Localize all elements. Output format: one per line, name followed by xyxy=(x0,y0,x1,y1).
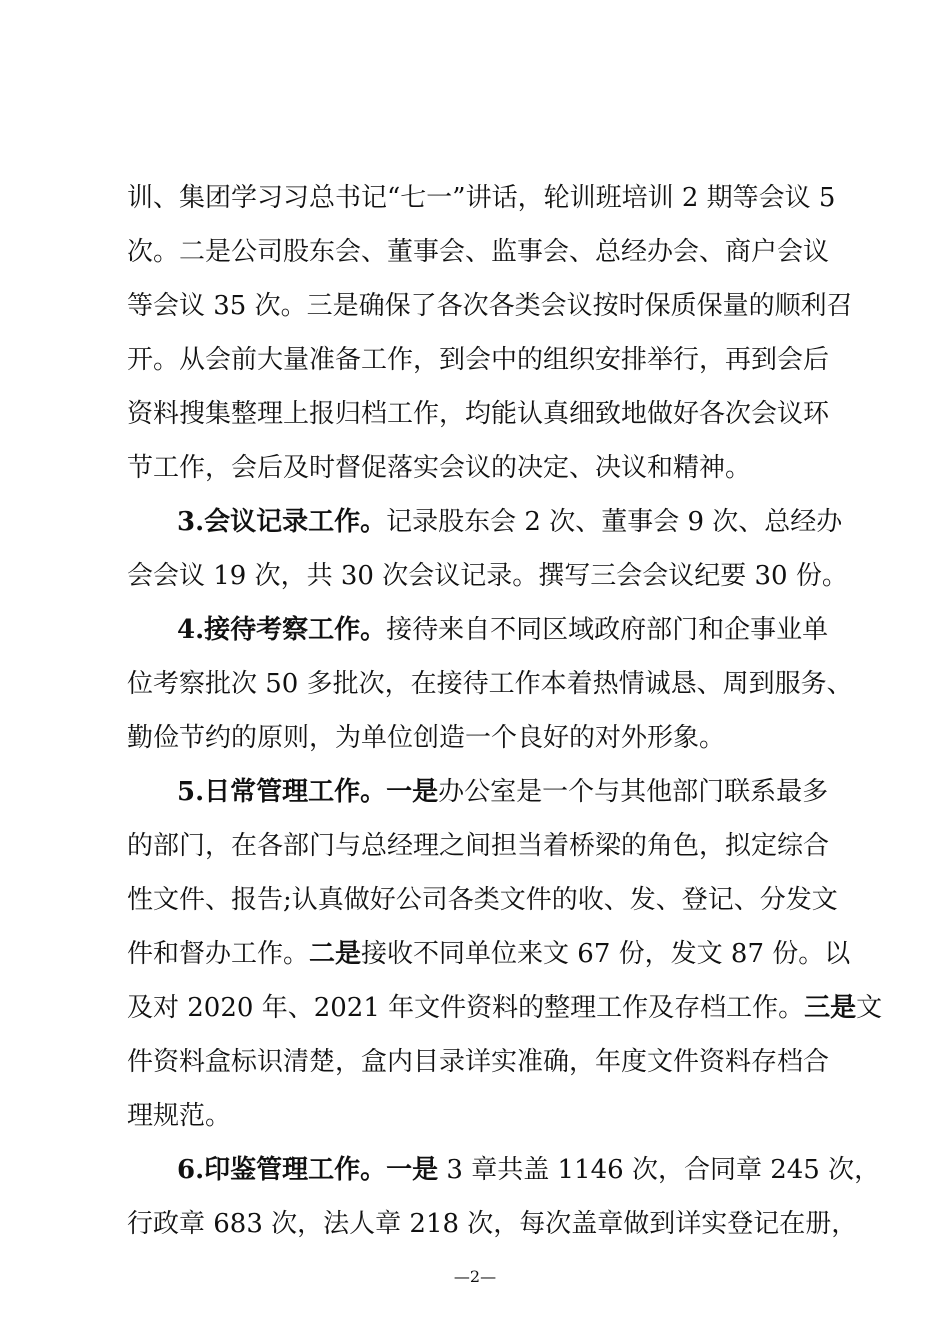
section-5-title: 5.日常管理工作。 xyxy=(177,777,387,807)
section-4-title: 4.接待考察工作。 xyxy=(177,615,387,645)
text-line-6: 节工作，会后及时督促落实会议的决定、决议和精神。 xyxy=(127,453,752,483)
text-line-1: 训、集团学习习总书记“七一”讲话，轮训班培训 2 期等会议 5 xyxy=(127,183,836,213)
section-5-heading-line: 5.日常管理工作。一是办公室是一个与其他部门联系最多 xyxy=(177,777,829,807)
point-one-label: 一是 xyxy=(386,1155,439,1185)
text-line-4: 开。从会前大量准备工作，到会中的组织安排举行，再到会后 xyxy=(127,345,830,375)
point-one-label: 一是 xyxy=(386,777,439,807)
text-line-5: 资料搜集整理上报归档工作，均能认真细致地做好各次会议环 xyxy=(127,399,830,429)
section-3-title: 3.会议记录工作。 xyxy=(177,507,387,537)
text-line-18: 理规范。 xyxy=(127,1101,232,1131)
text-line-17: 件资料盒标识清楚，盒内目录详实准确，年度文件资料存档合 xyxy=(127,1047,830,1077)
page-number: —2— xyxy=(453,1267,497,1286)
text-line-13: 的部门，在各部门与总经理之间担当着桥梁的角色，拟定综合 xyxy=(127,831,830,861)
text-line-11: 勤俭节约的原则，为单位创造一个良好的对外形象。 xyxy=(127,723,726,753)
text-line-8: 会会议 19 次，共 30 次会议记录。撰写三会会议纪要 30 份。 xyxy=(127,561,848,591)
point-two-label: 二是 xyxy=(309,939,362,969)
section-6-title: 6.印鉴管理工作。 xyxy=(177,1155,387,1185)
text-line-10: 位考察批次 50 多批次，在接待工作本着热情诚恳、周到服务、 xyxy=(127,669,853,699)
section-3-heading-line: 3.会议记录工作。记录股东会 2 次、董事会 9 次、总经办 xyxy=(177,507,843,537)
section-6-heading-line: 6.印鉴管理工作。一是 3 章共盖 1146 次，合同章 245 次， xyxy=(177,1155,881,1185)
section-4-heading-line: 4.接待考察工作。接待来自不同区域政府部门和企事业单 xyxy=(177,615,829,645)
text-line-14: 性文件、报告;认真做好公司各类文件的收、发、登记、分发文 xyxy=(127,885,838,915)
text-line-16: 及对 2020 年、2021 年文件资料的整理工作及存档工作。三是文 xyxy=(127,993,883,1023)
text-line-15: 件和督办工作。二是接收不同单位来文 67 份，发文 87 份。以 xyxy=(127,939,851,969)
text-line-20: 行政章 683 次，法人章 218 次，每次盖章做到详实登记在册， xyxy=(127,1209,858,1239)
text-line-2: 次。二是公司股东会、董事会、监事会、总经办会、商户会议 xyxy=(127,237,830,267)
text-line-3: 等会议 35 次。三是确保了各次各类会议按时保质保量的顺利召 xyxy=(127,291,853,321)
point-three-label: 三是 xyxy=(804,993,857,1023)
